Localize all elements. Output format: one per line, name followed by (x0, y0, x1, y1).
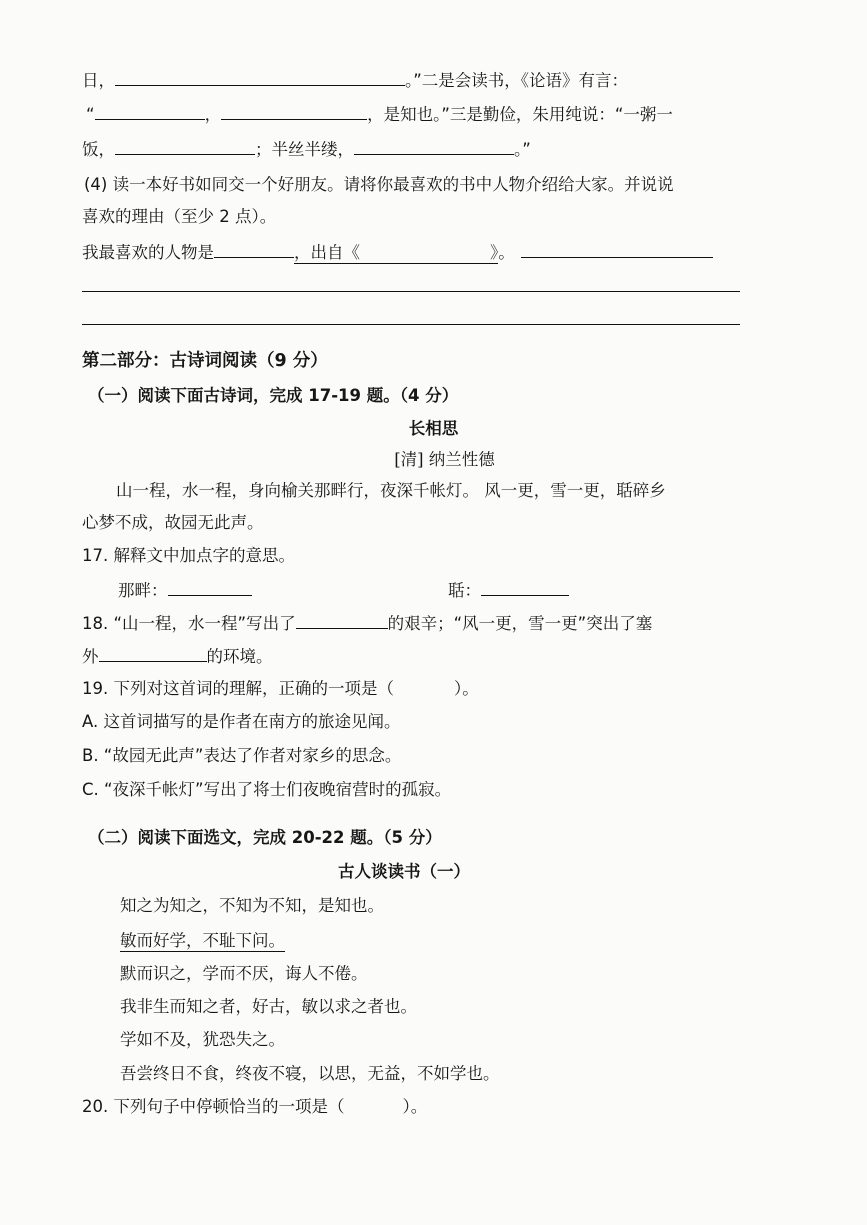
poem-title: 长相思 (408, 419, 459, 438)
option-c: C. “夜深千帐灯”写出了将士们夜晚宿营时的孤寂。 (82, 780, 452, 799)
question-18-line1: 18. “山一程，水一程”写出了 的艰辛；“风一更，雪一更”突出了塞 (82, 614, 653, 633)
question-20: 20. 下列句子中停顿恰当的一项是（ ）。 (82, 1097, 428, 1116)
answer-blank[interactable] (95, 103, 205, 120)
q17-item-b: 聒： (448, 579, 569, 602)
poem-line: 山一程，水一程，身向榆关那畔行，夜深千帐灯。 风一更，雪一更，聒碎乡 (116, 481, 666, 500)
answer-rule[interactable] (82, 291, 740, 292)
character-blank[interactable] (214, 241, 294, 258)
book-source: ，出自《 》 (294, 243, 499, 262)
text-line: 我非生而知之者，好古，敏以求之者也。 (120, 997, 417, 1016)
q16-4-answer-line: 我最喜欢的人物是 ，出自《 》。 (82, 241, 713, 264)
option-b: B. “故园无此声”表达了作者对家乡的思念。 (82, 746, 402, 765)
reason-blank[interactable] (521, 241, 713, 258)
section-heading: （一）阅读下面古诗词，完成 17-19 题。（4 分） (88, 386, 459, 405)
q16-3-line2: “ ， ，是知也。”三是勤俭，朱用纯说：“一粥一 (86, 105, 673, 124)
text-line: 吾尝终日不食，终夜不寝，以思，无益，不如学也。 (120, 1064, 500, 1083)
question-17: 17. 解释文中加点字的意思。 (82, 546, 295, 565)
answer-blank[interactable] (115, 69, 405, 86)
answer-blank[interactable] (221, 103, 367, 120)
text-line: 学如不及，犹恐失之。 (120, 1030, 285, 1049)
answer-blank[interactable] (168, 579, 252, 596)
text-line: 默而识之，学而不厌，诲人不倦。 (120, 964, 368, 983)
q16-4-prompt-line2: 喜欢的理由（至少 2 点）。 (82, 207, 277, 226)
q16-4-prompt-line1: (4) 读一本好书如同交一个好朋友。请将你最喜欢的书中人物介绍给大家。并说说 (84, 175, 674, 194)
poem-author: [清] 纳兰性德 (394, 450, 495, 469)
section-heading: （二）阅读下面选文，完成 20-22 题。（5 分） (88, 828, 442, 847)
answer-blank[interactable] (99, 645, 207, 662)
q16-3-line3: 饭， ；半丝半缕， 。” (82, 140, 531, 159)
q17-item-a: 那畔： (118, 579, 252, 602)
option-a: A. 这首词描写的是作者在南方的旅途见闻。 (82, 712, 401, 731)
part-title: 第二部分：古诗词阅读（9 分） (82, 351, 328, 371)
text-line: 知之为知之，不知为不知，是知也。 (120, 896, 384, 915)
answer-rule[interactable] (82, 324, 740, 325)
question-19: 19. 下列对这首词的理解，正确的一项是（ ）。 (82, 679, 479, 698)
text-line: 敏而好学，不耻下问。 (120, 931, 285, 950)
poem-line: 心梦不成，故园无此声。 (82, 513, 264, 532)
text-title: 古人谈读书（一） (338, 862, 470, 881)
answer-blank[interactable] (481, 579, 569, 596)
answer-blank[interactable] (354, 138, 514, 155)
answer-blank[interactable] (115, 138, 255, 155)
answer-blank[interactable] (296, 612, 388, 629)
q16-3-line1: 日， 。”二是会读书，《论语》有言： (82, 71, 629, 90)
question-18-line2: 外 的环境。 (82, 647, 273, 666)
